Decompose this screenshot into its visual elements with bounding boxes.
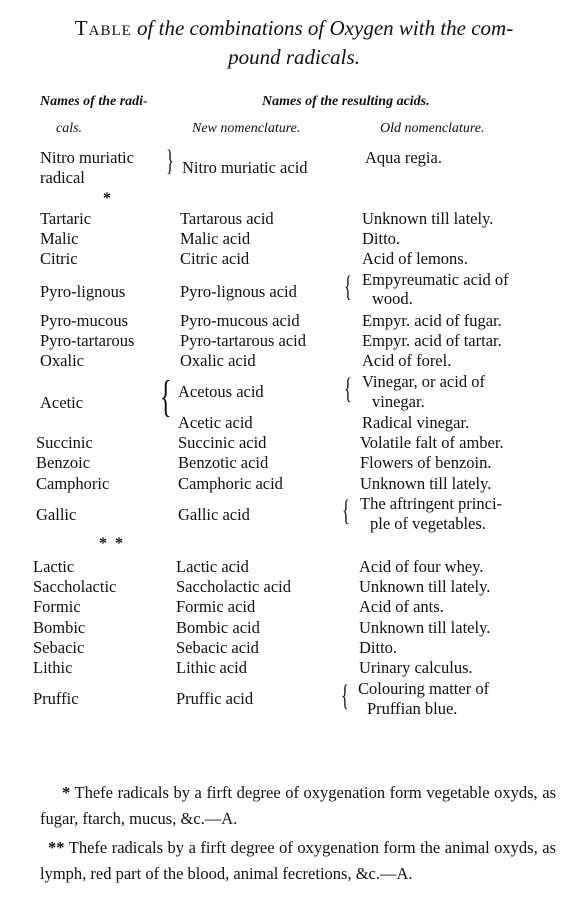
radical-oxalic: Oxalic: [40, 351, 84, 370]
radical-nitro-line1: Nitro muriatic: [40, 148, 134, 167]
footnote-double-text: Thefe radicals by a firft degree of oxygenation form the animal oxyds, as lymph, red part of the blood, animal fecretions, &c.—A.: [40, 838, 556, 883]
old-pyrolignous-line1: Empyreumatic acid of: [362, 270, 509, 289]
new-saccholactic: Saccholactic acid: [176, 577, 291, 596]
new-tartaric: Tartarous acid: [180, 209, 274, 228]
footnote-single: [40, 780, 556, 832]
footnote-marker-double: * *: [99, 535, 125, 552]
radical-lactic: Lactic: [33, 557, 75, 576]
header-radicals-line2: cals.: [56, 121, 83, 136]
radical-pyrotartarous: Pyro-tartarous: [40, 331, 135, 350]
footnote-double: [40, 835, 556, 887]
old-sebacic: Ditto.: [359, 638, 398, 657]
footnote-single-text: Thefe radicals by a firft degree of oxygenation form vegetable oxyds, as fugar, ftarch, mucus, &c.—A.: [40, 783, 556, 828]
brace-icon: {: [342, 494, 350, 527]
new-malic: Malic acid: [180, 229, 251, 248]
new-nitro: Nitro muriatic acid: [182, 158, 308, 177]
old-nitro: Aqua regia.: [365, 148, 442, 167]
new-pyromucous: Pyro-mucous acid: [180, 311, 300, 330]
radical-tartaric: Tartaric: [40, 209, 92, 228]
footnote-single-mark: *: [62, 783, 71, 802]
new-succinic: Succinic acid: [178, 433, 267, 452]
new-bombic: Bombic acid: [176, 618, 260, 637]
old-malic: Ditto.: [362, 229, 401, 248]
new-benzoic: Benzotic acid: [178, 453, 269, 472]
old-acetic-line1: Vinegar, or acid of: [362, 372, 485, 391]
radical-formic: Formic: [33, 597, 81, 616]
old-gallic-line1: The aftringent princi-: [360, 494, 503, 513]
old-gallic-line2: ple of vegetables.: [370, 514, 486, 533]
radical-nitro-line2: radical: [40, 168, 85, 187]
radical-pruffic: Pruffic: [33, 689, 79, 708]
footnote-marker-single: *: [103, 190, 113, 207]
old-oxalic: Acid of forel.: [362, 351, 452, 370]
radical-pyromucous: Pyro-mucous: [40, 311, 128, 330]
radical-gallic: Gallic: [36, 505, 77, 524]
new-gallic: Gallic acid: [178, 505, 250, 524]
new-pruffic: Pruffic acid: [176, 689, 254, 708]
radical-acetic: Acetic: [40, 393, 84, 412]
radical-pyrolignous: Pyro-lignous: [40, 282, 126, 301]
new-formic: Formic acid: [176, 597, 256, 616]
old-lithic: Urinary calculus.: [359, 658, 473, 677]
new-camphoric: Camphoric acid: [178, 474, 283, 493]
new-acetic-line1: Acetous acid: [178, 382, 264, 401]
new-oxalic: Oxalic acid: [180, 351, 256, 370]
old-pyrotartarous: Empyr. acid of tartar.: [362, 331, 502, 350]
new-sebacic: Sebacic acid: [176, 638, 259, 657]
radical-citric: Citric: [40, 249, 78, 268]
header-radicals-line1: Names of the radi-: [40, 94, 148, 109]
brace-icon: }: [166, 144, 174, 177]
old-citric: Acid of lemons.: [362, 249, 468, 268]
old-acetic-line2: vinegar.: [372, 392, 425, 411]
header-new-nomenclature: New nomenclature.: [192, 121, 301, 136]
brace-icon: {: [160, 372, 172, 421]
radical-saccholactic: Saccholactic: [33, 577, 117, 596]
old-pyrolignous-line2: wood.: [372, 289, 413, 308]
old-succinic: Volatile falt of amber.: [360, 433, 504, 452]
footnote-double-mark: **: [48, 838, 65, 857]
brace-icon: {: [344, 270, 352, 303]
header-old-nomenclature: Old nomenclature.: [380, 121, 485, 136]
table-title: [20, 14, 568, 72]
title-lead: Table: [74, 16, 132, 40]
new-pyrotartarous: Pyro-tartarous acid: [180, 331, 306, 350]
old-tartaric: Unknown till lately.: [362, 209, 494, 228]
old-formic: Acid of ants.: [359, 597, 444, 616]
new-citric: Citric acid: [180, 249, 250, 268]
new-lithic: Lithic acid: [176, 658, 248, 677]
old-camphoric: Unknown till lately.: [360, 474, 492, 493]
radical-bombic: Bombic: [33, 618, 86, 637]
radical-succinic: Succinic: [36, 433, 93, 452]
old-lactic: Acid of four whey.: [359, 557, 484, 576]
new-lactic: Lactic acid: [176, 557, 249, 576]
old-saccholactic: Unknown till lately.: [359, 577, 491, 596]
radical-malic: Malic: [40, 229, 79, 248]
old-acetic-line3: Radical vinegar.: [362, 413, 470, 432]
new-pyrolignous: Pyro-lignous acid: [180, 282, 297, 301]
title-line2: pound radicals.: [228, 45, 360, 69]
radical-sebacic: Sebacic: [33, 638, 85, 657]
title-line1: of the combinations of Oxygen with the com-: [137, 16, 514, 40]
old-pruffic-line1: Colouring matter of: [358, 679, 490, 698]
old-pyromucous: Empyr. acid of fugar.: [362, 311, 502, 330]
radical-camphoric: Camphoric: [36, 474, 110, 493]
header-acids: Names of the resulting acids.: [262, 94, 430, 109]
new-acetic-line2: Acetic acid: [178, 413, 253, 432]
old-pruffic-line2: Pruffian blue.: [367, 699, 458, 718]
old-bombic: Unknown till lately.: [359, 618, 491, 637]
radical-lithic: Lithic: [33, 658, 73, 677]
old-benzoic: Flowers of benzoin.: [360, 453, 492, 472]
brace-icon: {: [344, 372, 352, 405]
brace-icon: {: [341, 679, 349, 712]
radical-benzoic: Benzoic: [36, 453, 91, 472]
